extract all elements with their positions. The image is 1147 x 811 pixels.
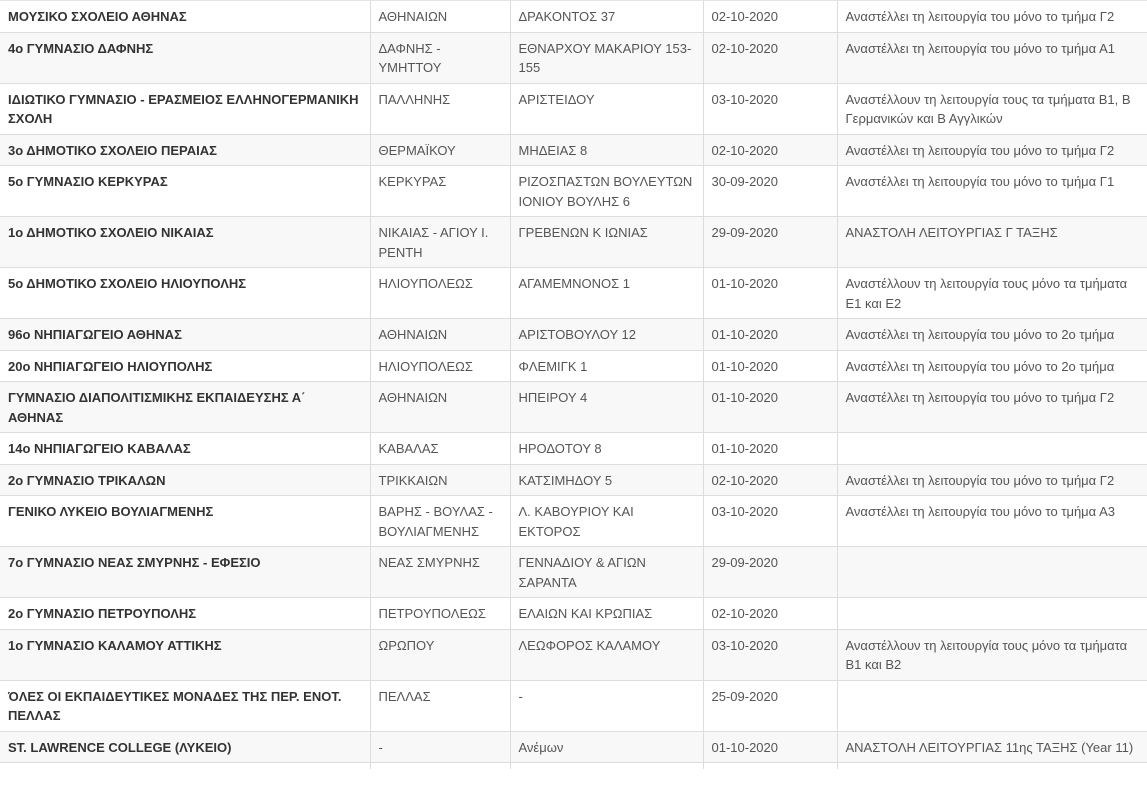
table-row <box>0 166 1147 217</box>
date-cell: 01-10-2020 <box>703 268 837 319</box>
municipality-cell: ΑΘΗΝΑΙΩΝ <box>370 382 510 433</box>
table-row <box>0 32 1147 83</box>
school-name-cell: ΜΟΥΣΙΚΟ ΣΧΟΛΕΙΟ ΑΘΗΝΑΣ <box>0 1 370 33</box>
school-name-cell: 3ο ΔΗΜΟΤΙΚΟ ΣΧΟΛΕΙΟ ΠΕΡΑΙΑΣ <box>0 134 370 166</box>
date-cell: 01-10-2020 <box>703 350 837 382</box>
table-row <box>0 547 1147 598</box>
address-cell: ΕΛΑΙΩΝ ΚΑΙ ΚΡΩΠΙΑΣ <box>510 598 703 630</box>
municipality-cell: ΝΙΚΑΙΑΣ - ΑΓΙΟΥ Ι. ΡΕΝΤΗ <box>370 217 510 268</box>
date-cell: 01-10-2020 <box>703 433 837 465</box>
school-name-cell: 14ο ΝΗΠΙΑΓΩΓΕΙΟ ΚΑΒΑΛΑΣ <box>0 433 370 465</box>
date-cell: 29-09-2020 <box>703 217 837 268</box>
municipality-cell: ΗΛΙΟΥΠΟΛΕΩΣ <box>370 268 510 319</box>
table-row <box>0 217 1147 268</box>
note-cell: Αναστέλλει τη λειτουργία του μόνο το τμήμα Α1 <box>837 32 1147 83</box>
note-cell: Αναστέλλει τη λειτουργία του μόνο το τμήμα Α3 <box>837 496 1147 547</box>
date-cell: 03-10-2020 <box>703 496 837 547</box>
address-cell: ΓΕΝΝΑΔΙΟΥ & ΑΓΙΩΝ ΣΑΡΑΝΤΑ <box>510 547 703 598</box>
municipality-cell: ΑΘΗΝΑΙΩΝ <box>370 319 510 351</box>
date-cell: 03-10-2020 <box>703 83 837 134</box>
address-cell: ΑΡΙΣΤΟΒΟΥΛΟΥ 12 <box>510 319 703 351</box>
municipality-cell: ΑΘΗΝΑΙΩΝ <box>370 1 510 33</box>
note-cell: Αναστέλλει τη λειτουργία του μόνο το 2ο τμήμα <box>837 350 1147 382</box>
clipped-next-row <box>0 763 1147 770</box>
table-row <box>0 319 1147 351</box>
municipality-cell: ΒΑΡΗΣ - ΒΟΥΛΑΣ - ΒΟΥΛΙΑΓΜΕΝΗΣ <box>370 496 510 547</box>
address-cell: ΑΓΑΜΕΜΝΟΝΟΣ 1 <box>510 268 703 319</box>
school-name-cell: 96ο ΝΗΠΙΑΓΩΓΕΙΟ ΑΘΗΝΑΣ <box>0 319 370 351</box>
address-cell: Λ. ΚΑΒΟΥΡΙΟΥ ΚΑΙ ΕΚΤΟΡΟΣ <box>510 496 703 547</box>
note-cell: Αναστέλλουν τη λειτουργία τους μόνο τα τμήματα Ε1 και Ε2 <box>837 268 1147 319</box>
address-cell: ΜΗΔΕΙΑΣ 8 <box>510 134 703 166</box>
school-name-cell: 4ο ΓΥΜΝΑΣΙΟ ΔΑΦΝΗΣ <box>0 32 370 83</box>
municipality-cell: ΗΛΙΟΥΠΟΛΕΩΣ <box>370 350 510 382</box>
date-cell: 29-09-2020 <box>703 547 837 598</box>
date-cell: 02-10-2020 <box>703 1 837 33</box>
note-cell <box>837 433 1147 465</box>
note-cell: Αναστέλλει τη λειτουργία του μόνο το τμήμα Γ2 <box>837 134 1147 166</box>
school-name-cell: 5ο ΔΗΜΟΤΙΚΟ ΣΧΟΛΕΙΟ ΗΛΙΟΥΠΟΛΗΣ <box>0 268 370 319</box>
school-name-cell: 7ο ΓΥΜΝΑΣΙΟ ΝΕΑΣ ΣΜΥΡΝΗΣ - ΕΦΕΣΙΟ <box>0 547 370 598</box>
date-cell: 03-10-2020 <box>703 629 837 680</box>
address-cell: Ανέμων <box>510 731 703 763</box>
address-cell: ΑΡΙΣΤΕΙΔΟΥ <box>510 83 703 134</box>
municipality-cell: ΠΕΤΡΟΥΠΟΛΕΩΣ <box>370 598 510 630</box>
note-cell: Αναστέλλει τη λειτουργία του μόνο το 2ο τμήμα <box>837 319 1147 351</box>
note-cell: Αναστέλλει τη λειτουργία του μόνο το τμήμα Γ2 <box>837 1 1147 33</box>
address-cell: ΡΙΖΟΣΠΑΣΤΩΝ ΒΟΥΛΕΥΤΩΝ ΙΟΝΙΟΥ ΒΟΥΛΗΣ 6 <box>510 166 703 217</box>
note-cell <box>837 763 1147 770</box>
municipality-cell: ΩΡΩΠΟΥ <box>370 629 510 680</box>
note-cell: ΑΝΑΣΤΟΛΗ ΛΕΙΤΟΥΡΓΙΑΣ Γ ΤΑΞΗΣ <box>837 217 1147 268</box>
date-cell: 01-10-2020 <box>703 319 837 351</box>
school-name-cell: 20ο ΝΗΠΙΑΓΩΓΕΙΟ ΗΛΙΟΥΠΟΛΗΣ <box>0 350 370 382</box>
date-cell: 02-10-2020 <box>703 598 837 630</box>
address-cell: ΛΕΩΦΟΡΟΣ ΚΑΛΑΜΟΥ <box>510 629 703 680</box>
municipality-cell: ΔΑΦΝΗΣ - ΥΜΗΤΤΟΥ <box>370 32 510 83</box>
table-row <box>0 680 1147 731</box>
municipality-cell: - <box>370 731 510 763</box>
address-cell <box>510 763 703 770</box>
municipality-cell: ΠΕΛΛΑΣ <box>370 680 510 731</box>
date-cell: 30-09-2020 <box>703 166 837 217</box>
note-cell: Αναστέλλει τη λειτουργία του μόνο το τμήμα Γ2 <box>837 382 1147 433</box>
address-cell: - <box>510 680 703 731</box>
table-row <box>0 496 1147 547</box>
address-cell: ΓΡΕΒΕΝΩΝ Κ ΙΩΝΙΑΣ <box>510 217 703 268</box>
table-row <box>0 83 1147 134</box>
table-row <box>0 598 1147 630</box>
address-cell: ΗΠΕΙΡΟΥ 4 <box>510 382 703 433</box>
date-cell: 02-10-2020 <box>703 464 837 496</box>
table-row <box>0 1 1147 33</box>
table-row-partial <box>0 763 1147 770</box>
school-name-cell: 2ο ΓΥΜΝΑΣΙΟ ΤΡΙΚΑΛΩΝ <box>0 464 370 496</box>
municipality-cell: ΠΑΛΛΗΝΗΣ <box>370 83 510 134</box>
note-cell <box>837 547 1147 598</box>
school-name-cell <box>0 763 370 770</box>
municipality-cell: ΚΕΡΚΥΡΑΣ <box>370 166 510 217</box>
school-name-cell: 2ο ΓΥΜΝΑΣΙΟ ΠΕΤΡΟΥΠΟΛΗΣ <box>0 598 370 630</box>
table-row <box>0 731 1147 763</box>
table-row <box>0 464 1147 496</box>
date-cell: 02-10-2020 <box>703 134 837 166</box>
municipality-cell: ΘΕΡΜΑΪΚΟΥ <box>370 134 510 166</box>
date-cell: 01-10-2020 <box>703 382 837 433</box>
address-cell: ΚΑΤΣΙΜΗΔΟΥ 5 <box>510 464 703 496</box>
note-cell <box>837 598 1147 630</box>
table-row <box>0 433 1147 465</box>
table-row <box>0 268 1147 319</box>
note-cell: Αναστέλλει τη λειτουργία του μόνο το τμήμα Γ2 <box>837 464 1147 496</box>
school-name-cell: ΙΔΙΩΤΙΚΟ ΓΥΜΝΑΣΙΟ - ΕΡΑΣΜΕΙΟΣ ΕΛΛΗΝΟΓΕΡΜΑΝΙΚΗ ΣΧΟΛΗ <box>0 83 370 134</box>
address-cell: ΗΡΟΔΟΤΟΥ 8 <box>510 433 703 465</box>
note-cell: Αναστέλλει τη λειτουργία του μόνο το τμήμα Γ1 <box>837 166 1147 217</box>
table-row <box>0 629 1147 680</box>
municipality-cell: ΤΡΙΚΚΑΙΩΝ <box>370 464 510 496</box>
note-cell <box>837 680 1147 731</box>
school-name-cell: ST. LAWRENCE COLLEGE (ΛΥΚΕΙΟ) <box>0 731 370 763</box>
school-name-cell: ΌΛΕΣ ΟΙ ΕΚΠΑΙΔΕΥΤΙΚΕΣ ΜΟΝΑΔΕΣ ΤΗΣ ΠΕΡ. ΕΝΟΤ. ΠΕΛΛΑΣ <box>0 680 370 731</box>
note-cell: Αναστέλλουν τη λειτουργία τους μόνο τα τμήματα Β1 και Β2 <box>837 629 1147 680</box>
address-cell: ΕΘΝΑΡΧΟΥ ΜΑΚΑΡΙΟΥ 153-155 <box>510 32 703 83</box>
municipality-cell <box>370 763 510 770</box>
date-cell: 01-10-2020 <box>703 731 837 763</box>
table-row <box>0 134 1147 166</box>
municipality-cell: ΝΕΑΣ ΣΜΥΡΝΗΣ <box>370 547 510 598</box>
school-name-cell: ΓΕΝΙΚΟ ΛΥΚΕΙΟ ΒΟΥΛΙΑΓΜΕΝΗΣ <box>0 496 370 547</box>
school-name-cell: 1ο ΓΥΜΝΑΣΙΟ ΚΑΛΑΜΟΥ ΑΤΤΙΚΗΣ <box>0 629 370 680</box>
date-cell: 25-09-2020 <box>703 680 837 731</box>
note-cell: Αναστέλλουν τη λειτουργία τους τα τμήματα Β1, Β Γερμανικών και Β Αγγλικών <box>837 83 1147 134</box>
address-cell: ΔΡΑΚΟΝΤΟΣ 37 <box>510 1 703 33</box>
municipality-cell: ΚΑΒΑΛΑΣ <box>370 433 510 465</box>
note-cell: ΑΝΑΣΤΟΛΗ ΛΕΙΤΟΥΡΓΙΑΣ 11ης ΤΑΞΗΣ (Year 11) <box>837 731 1147 763</box>
school-name-cell: 1ο ΔΗΜΟΤΙΚΟ ΣΧΟΛΕΙΟ ΝΙΚΑΙΑΣ <box>0 217 370 268</box>
address-cell: ΦΛΕΜΙΓΚ 1 <box>510 350 703 382</box>
table-row <box>0 350 1147 382</box>
schools-table-body <box>0 1 1147 763</box>
date-cell: 02-10-2020 <box>703 32 837 83</box>
school-name-cell: 5ο ΓΥΜΝΑΣΙΟ ΚΕΡΚΥΡΑΣ <box>0 166 370 217</box>
table-row <box>0 382 1147 433</box>
date-cell <box>703 763 837 770</box>
school-name-cell: ΓΥΜΝΑΣΙΟ ΔΙΑΠΟΛΙΤΙΣΜΙΚΗΣ ΕΚΠΑΙΔΕΥΣΗΣ Α΄ ΑΘΗΝΑΣ <box>0 382 370 433</box>
